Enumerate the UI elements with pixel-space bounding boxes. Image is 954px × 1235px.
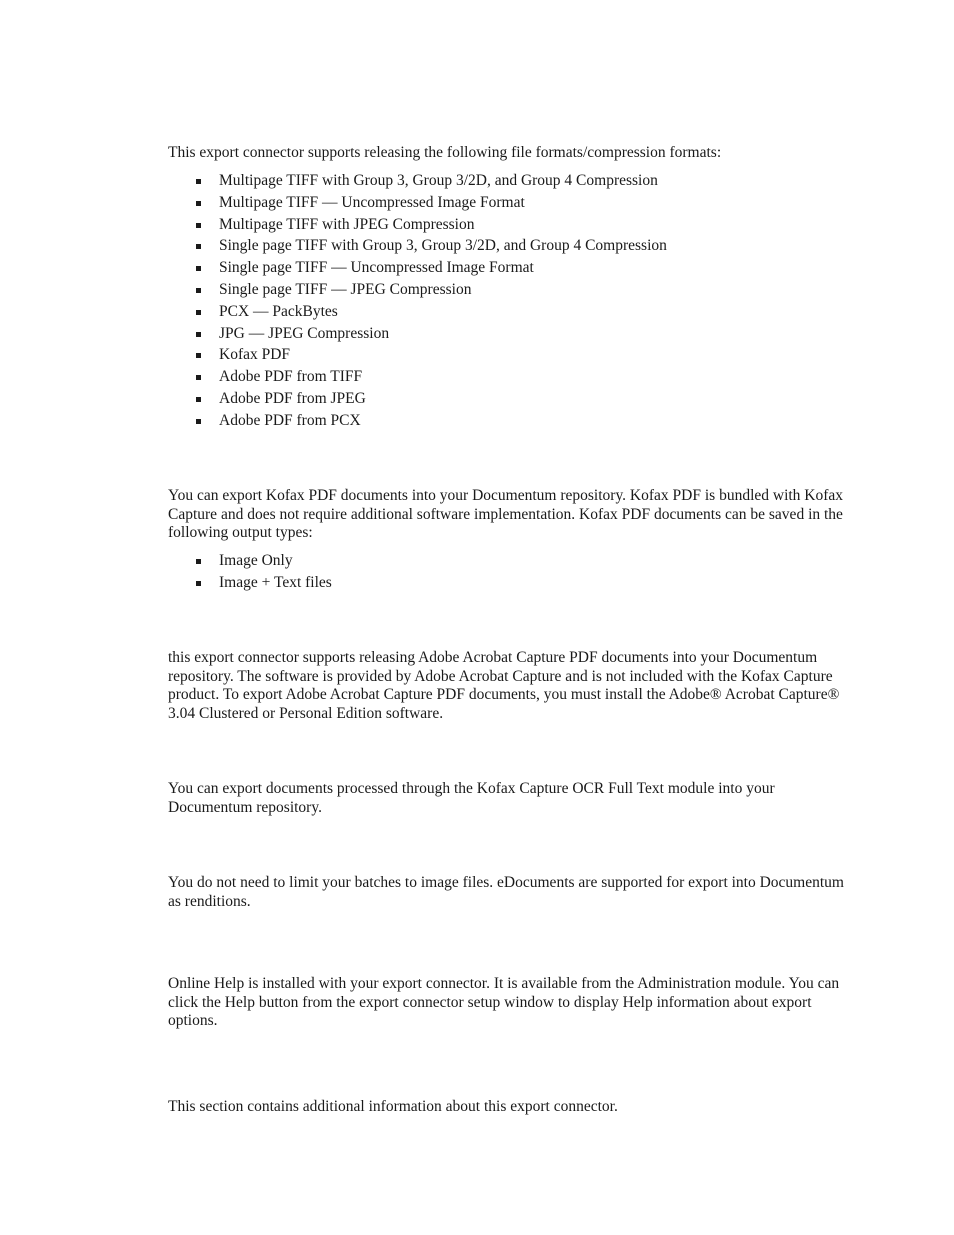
ocr-full-text-paragraph: You can export documents processed through the Kofax Capture OCR Full Text module into your Documentum repository.: [168, 780, 775, 816]
list-item: Image + Text files: [0, 572, 332, 594]
bullet-icon: [196, 201, 201, 206]
bullet-icon: [196, 419, 201, 424]
formats-intro: This export connector supports releasing the following file formats/compression formats:: [168, 144, 722, 161]
list-item: Adobe PDF from PCX: [0, 410, 667, 432]
bullet-icon: [196, 179, 201, 184]
list-item: JPG — JPEG Compression: [0, 323, 667, 345]
bullet-icon: [196, 223, 201, 228]
online-help-paragraph: Online Help is installed with your export connector. It is available from the Administration module. You can click the Help button from the export connector setup window to display Help information about export options.: [168, 975, 840, 1030]
bullet-icon: [196, 581, 201, 586]
edocuments-paragraph: You do not need to limit your batches to image files. eDocuments are supported for export into Documentum as renditions.: [168, 874, 844, 910]
bullet-icon: [196, 310, 201, 315]
list-item: Single page TIFF — JPEG Compression: [0, 279, 667, 301]
bullet-icon: [196, 332, 201, 337]
bullet-icon: [196, 375, 201, 380]
list-item: Image Only: [0, 550, 332, 572]
list-item: Adobe PDF from TIFF: [0, 366, 667, 388]
list-item: Multipage TIFF with Group 3, Group 3/2D, and Group 4 Compression: [0, 170, 667, 192]
kofax-pdf-paragraph: You can export Kofax PDF documents into your Documentum repository. Kofax PDF is bundled with Kofax Capture and does not require additional software implementation. Kofax PDF documents can be saved in the following output types:: [168, 487, 844, 542]
list-item: Adobe PDF from JPEG: [0, 388, 667, 410]
list-item: Single page TIFF — Uncompressed Image Format: [0, 257, 667, 279]
list-item: Single page TIFF with Group 3, Group 3/2D, and Group 4 Compression: [0, 235, 667, 257]
list-item: Multipage TIFF with JPEG Compression: [0, 214, 667, 236]
bullet-icon: [196, 288, 201, 293]
bullet-icon: [196, 559, 201, 564]
list-item: PCX — PackBytes: [0, 301, 667, 323]
list-item: Kofax PDF: [0, 344, 667, 366]
additional-info-paragraph: This section contains additional information about this export connector.: [168, 1098, 618, 1115]
adobe-capture-paragraph: this export connector supports releasing Adobe Acrobat Capture PDF documents into your Documentum repository. The software is provided by Adobe Acrobat Capture and is not included with the Kofax Capture product. To export Adobe Acrobat Capture PDF documents, you must install the Adobe® Acrobat Capture® 3.04 Clustered or Personal Edition software.: [168, 649, 840, 723]
bullet-icon: [196, 397, 201, 402]
bullet-icon: [196, 244, 201, 249]
kofax-pdf-output-list: [0, 550, 332, 594]
list-item: Multipage TIFF — Uncompressed Image Format: [0, 192, 667, 214]
bullet-icon: [196, 353, 201, 358]
formats-list: [0, 170, 667, 432]
bullet-icon: [196, 266, 201, 271]
